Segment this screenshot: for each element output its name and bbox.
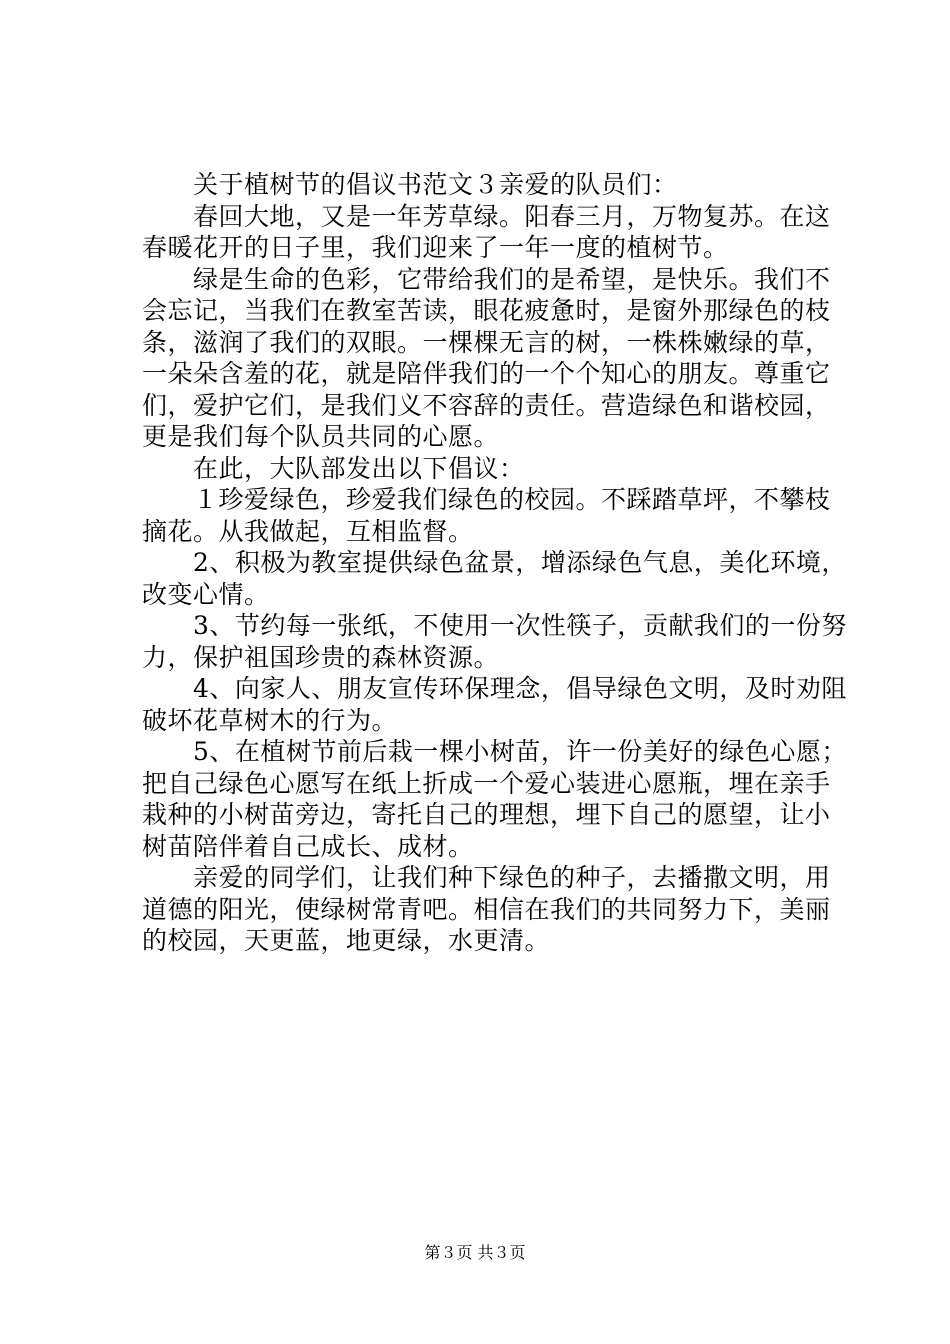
- document-body: [142, 169, 847, 957]
- text-line: 树苗陪伴着自己成长、成材。: [142, 831, 474, 861]
- text-line: 们，爱护它们，是我们义不容辞的责任。营造绿色和谐校园，: [142, 390, 831, 420]
- text-line: 春暖花开的日子里，我们迎来了一年一度的植树节。: [142, 233, 729, 262]
- text-line: 条，滋润了我们的双眼。一棵棵无言的树，一株株嫩绿的草，: [142, 327, 831, 357]
- text-line: 力，保护祖国珍贵的森林资源。: [142, 642, 500, 672]
- text-line: 更是我们每个队员共同的心愿。: [142, 422, 500, 451]
- text-line: 把自己绿色心愿写在纸上折成一个爱心装进心愿瓶，埋在亲手: [142, 768, 831, 798]
- text-line: １珍爱绿色，珍爱我们绿色的校园。不踩踏草坪，不攀枝: [142, 485, 831, 514]
- text-line: 绿是生命的色彩，它带给我们的是希望，是快乐。我们不: [142, 264, 831, 294]
- text-line: 5、在植树节前后栽一棵小树苗，许一份美好的绿色心愿；: [142, 737, 847, 766]
- page-number-label: 第３页 共３页: [424, 1243, 526, 1262]
- text-line: 道德的阳光，使绿树常青吧。相信在我们的共同努力下，美丽: [142, 894, 831, 924]
- text-line: 2、积极为教室提供绿色盆景，增添绿色气息，美化环境，: [142, 548, 847, 577]
- text-line: 一朵朵含羞的花，就是陪伴我们的一个个知心的朋友。尊重它: [142, 359, 831, 388]
- text-line: 会忘记，当我们在教室苦读，眼花疲惫时，是窗外那绿色的枝: [142, 296, 831, 325]
- text-line: 的校园，天更蓝，地更绿，水更清。: [142, 926, 551, 955]
- text-line: 栽种的小树苗旁边，寄托自己的理想，埋下自己的愿望，让小: [142, 800, 831, 829]
- text-line: 在此，大队部发出以下倡议：: [142, 453, 525, 483]
- text-line: 摘花。从我做起，互相监督。: [142, 516, 474, 546]
- text-line: 4、向家人、朋友宣传环保理念，倡导绿色文明，及时劝阻: [142, 674, 847, 703]
- text-line: 春回大地，又是一年芳草绿。阳春三月，万物复苏。在这: [142, 201, 831, 231]
- title-line: 关于植树节的倡议书范文３亲爱的队员们：: [142, 170, 678, 199]
- page-footer: [0, 1243, 950, 1263]
- text-line: 亲爱的同学们，让我们种下绿色的种子，去播撒文明，用: [142, 863, 831, 892]
- text-line: 破坏花草树木的行为。: [142, 705, 398, 735]
- text-line: 改变心情。: [142, 579, 270, 609]
- text-line: 3、节约每一张纸，不使用一次性筷子，贡献我们的一份努: [142, 611, 847, 640]
